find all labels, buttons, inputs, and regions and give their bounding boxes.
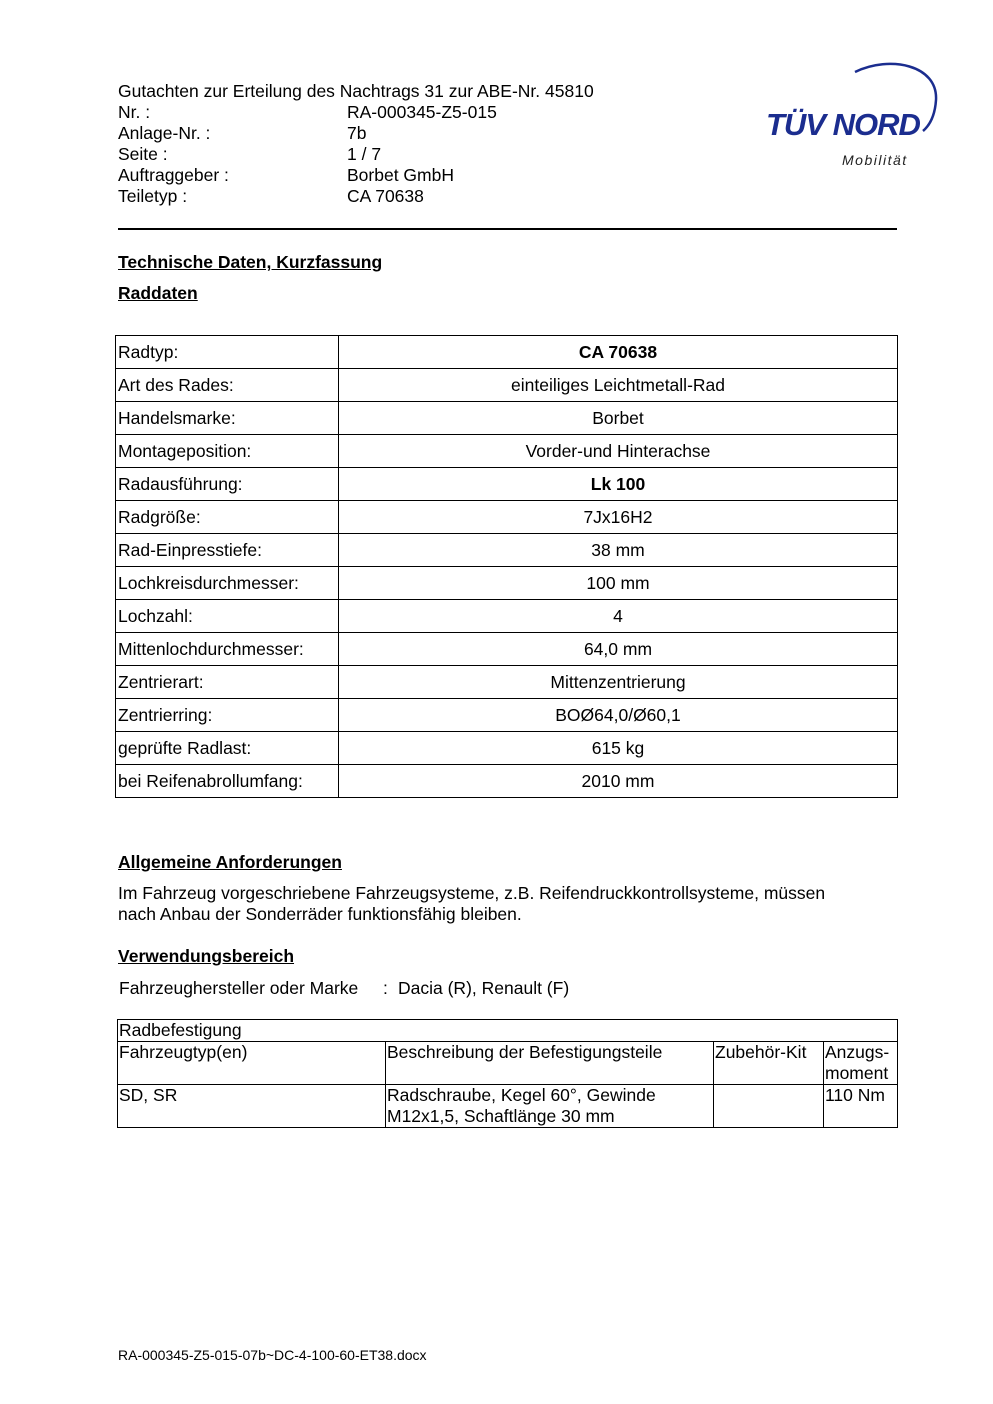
heading-general: Allgemeine Anforderungen — [118, 852, 342, 872]
field-value-nr: RA-000345-Z5-015 — [347, 102, 497, 122]
field-value-seite: 1 / 7 — [347, 144, 382, 164]
wheel-data-row — [116, 732, 898, 765]
header-torque-line-2: moment — [825, 1063, 889, 1083]
header-fastening-desc: Beschreibung der Befestigungsteile — [386, 1042, 714, 1085]
row-vehicle-type: SD, SR — [118, 1085, 386, 1128]
wheel-data-row — [116, 534, 898, 567]
wheel-data-value: 4 — [339, 600, 898, 633]
wheel-data-label: Radausführung: — [116, 468, 339, 501]
field-label-nr: Nr. : — [118, 102, 151, 122]
wheel-data-label: Zentrierring: — [116, 699, 339, 732]
wheel-data-value: BOØ64,0/Ø60,1 — [339, 699, 898, 732]
header-vehicle-type: Fahrzeugtyp(en) — [118, 1042, 386, 1085]
header-torque — [824, 1042, 898, 1085]
tuev-nord-logo — [760, 55, 945, 175]
wheel-data-label: Montageposition: — [116, 435, 339, 468]
wheel-data-value: Lk 100 — [339, 468, 898, 501]
row-torque: 110 Nm — [824, 1085, 898, 1128]
wheel-data-value: 7Jx16H2 — [339, 501, 898, 534]
wheel-data-row — [116, 600, 898, 633]
header-divider — [118, 228, 897, 230]
wheel-data-row — [116, 435, 898, 468]
wheel-data-label: Rad-Einpresstiefe: — [116, 534, 339, 567]
wheel-data-row — [116, 402, 898, 435]
wheel-data-row — [116, 501, 898, 534]
document-title: Gutachten zur Erteilung des Nachtrags 31 zur ABE-Nr. 45810 — [118, 81, 594, 101]
wheel-data-row — [116, 666, 898, 699]
wheel-data-label: Mittenlochdurchmesser: — [116, 633, 339, 666]
row-accessory-kit — [714, 1085, 824, 1128]
row-fastening-desc — [386, 1085, 714, 1128]
row-desc-line-2: M12x1,5, Schaftlänge 30 mm — [387, 1106, 615, 1126]
usage-label: Fahrzeughersteller oder Marke — [119, 978, 359, 998]
wheel-data-label: Handelsmarke: — [116, 402, 339, 435]
wheel-data-value: Mittenzentrierung — [339, 666, 898, 699]
wheel-data-value: 100 mm — [339, 567, 898, 600]
wheel-data-label: Lochzahl: — [116, 600, 339, 633]
wheel-data-label: Radgröße: — [116, 501, 339, 534]
usage-separator: : — [383, 978, 388, 998]
wheel-data-label: Art des Rades: — [116, 369, 339, 402]
field-value-teiletyp: CA 70638 — [347, 186, 424, 206]
row-desc-line-1: Radschraube, Kegel 60°, Gewinde — [387, 1085, 656, 1105]
field-value-anlage: 7b — [347, 123, 367, 143]
field-label-anlage: Anlage-Nr. : — [118, 123, 211, 143]
wheel-data-value: 38 mm — [339, 534, 898, 567]
heading-technical: Technische Daten, Kurzfassung — [118, 252, 383, 272]
wheel-data-row — [116, 336, 898, 369]
usage-value: Dacia (R), Renault (F) — [398, 978, 570, 998]
wheel-data-label: Radtyp: — [116, 336, 339, 369]
wheel-data-row — [116, 765, 898, 798]
mounting-title: Radbefestigung — [118, 1020, 898, 1042]
wheel-data-value: Vorder-und Hinterachse — [339, 435, 898, 468]
footer-filename: RA-000345-Z5-015-07b~DC-4-100-60-ET38.docx — [118, 1347, 427, 1363]
wheel-data-value: 615 kg — [339, 732, 898, 765]
field-value-auftraggeber: Borbet GmbH — [347, 165, 454, 185]
wheel-data-label: Zentrierart: — [116, 666, 339, 699]
field-label-seite: Seite : — [118, 144, 168, 164]
heading-usage: Verwendungsbereich — [118, 946, 295, 966]
wheel-data-row — [116, 633, 898, 666]
mounting-table — [117, 1019, 898, 1128]
wheel-data-row — [116, 567, 898, 600]
wheel-data-value: einteiliges Leichtmetall-Rad — [339, 369, 898, 402]
wheel-data-value: CA 70638 — [339, 336, 898, 369]
general-text-line-2: nach Anbau der Sonderräder funktionsfähig bleiben. — [118, 904, 522, 924]
wheel-data-value: 64,0 mm — [339, 633, 898, 666]
field-label-teiletyp: Teiletyp : — [118, 186, 188, 206]
header-accessory-kit: Zubehör-Kit — [714, 1042, 824, 1085]
header-torque-line-1: Anzugs- — [825, 1042, 890, 1062]
wheel-data-value: Borbet — [339, 402, 898, 435]
wheel-data-table — [115, 335, 898, 798]
logo-arc-icon — [760, 55, 945, 175]
wheel-data-label: Lochkreisdurchmesser: — [116, 567, 339, 600]
heading-wheel-data: Raddaten — [118, 283, 198, 303]
logo-subtitle: Mobilität — [842, 152, 908, 168]
wheel-data-row — [116, 699, 898, 732]
wheel-data-value: 2010 mm — [339, 765, 898, 798]
field-label-auftraggeber: Auftraggeber : — [118, 165, 229, 185]
wheel-data-label: geprüfte Radlast: — [116, 732, 339, 765]
wheel-data-label: bei Reifenabrollumfang: — [116, 765, 339, 798]
wheel-data-row — [116, 468, 898, 501]
wheel-data-row — [116, 369, 898, 402]
general-text-line-1: Im Fahrzeug vorgeschriebene Fahrzeugsysteme, z.B. Reifendruckkontrollsysteme, müssen — [118, 883, 826, 903]
logo-brand-text: TÜV NORD — [766, 107, 920, 142]
